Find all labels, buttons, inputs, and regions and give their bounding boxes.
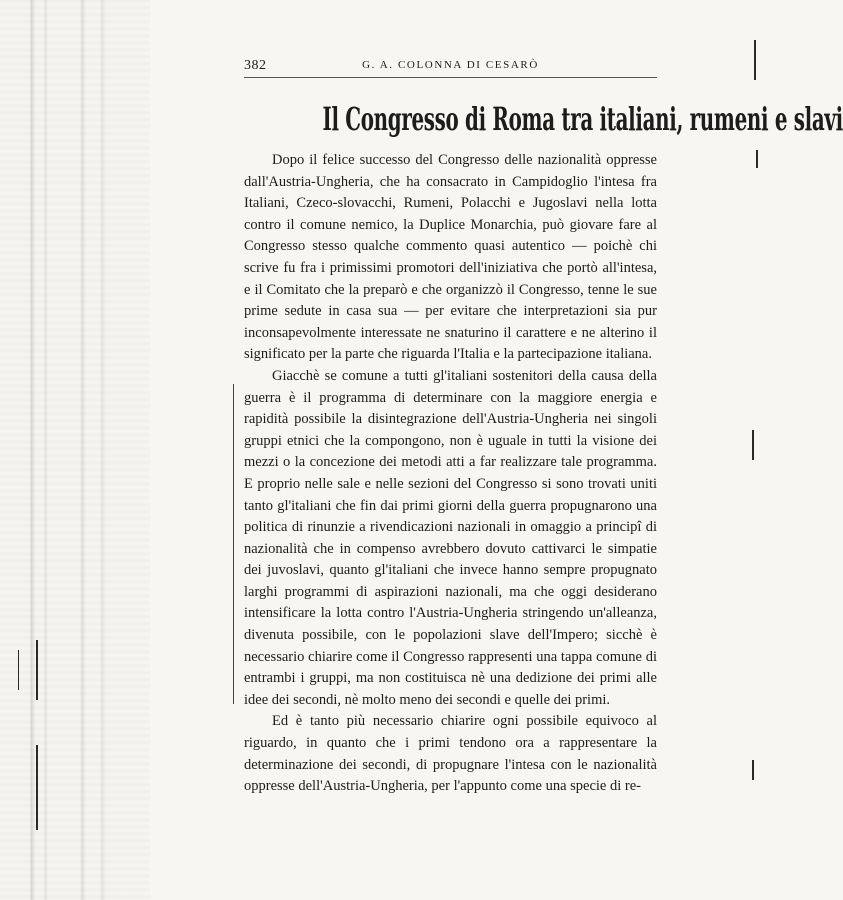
paragraph: Giacchè se comune a tutti gl'italiani sostenitori della causa della guerra è il programma di determinare con la maggiore energia e rapidità possibile la disintegrazione dell'Austria-Ungheria nei singoli gruppi etnici che la compongono, non è uguale in tutti la visione dei mezzi o la concezione dei metodi atti a far realizzare tale programma. E proprio nelle sale e nelle sezioni del Congresso si sono trovati uniti tanto gl'italiani che fin dai primi giorni della guerra propugnarono una politica di rinunzie a rivendicazioni nazionali in omaggio a principî di nazionalità che in compenso avrebbero dovuto cattivarci le simpatie dei juvoslavi, quanto gl'italiani che invece hanno sempre propugnato larghi programmi di aspirazioni nazionali, ma che oggi desiderano intensificare la lotta contro l'Austria-Ungheria stringendo un'alleanza, divenuta possibile, con le popolazioni slave dell'Impero; sicchè è necessario chiarire come il Congresso rappresenti una tappa comune di entrambi i gruppi, ma non costituisca nè una dedizione dei primi alle idee dei secondi, nè molto meno dei secondi e quelle dei primi.	[244, 367, 657, 708]
page-header	[244, 58, 657, 74]
paragraph: Ed è tanto più necessario chiarire ogni possibile equivoco al riguardo, in quanto che i primi tendono ora a rappresentare la determinazione dei secondi, di propugnare l'intesa con le nazionalità oppresse dell'Austria-Ungheria, per l'appunto come una specie di re-	[244, 713, 657, 795]
article-title: Il Congresso di Roma tra italiani, rumeni e slavi	[322, 100, 843, 138]
scan-edge-mark	[18, 650, 19, 690]
header-rule	[244, 77, 657, 78]
paragraph: Dopo il felice successo del Congresso delle nazionalità oppresse dall'Austria-Ungheria, che ha consacrato in Campidoglio l'intesa fra Italiani, Czeco-slovacchi, Rumeni, Polacchi e Jugoslavi nella lotta contro il comune nemico, la Duplice Monarchia, può giovare fare al Congresso stesso qualche commento quasi autentico — poichè chi scrive fu fra i primissimi promotori dell'iniziativa che portò all'intesa, e il Comitato che la preparò e che organizzò il Congresso, tenne le sue prime sedute in casa sua — per evitare che interpretazioni sia pur inconsapevolmente interessate ne snaturino il carattere e ne alterino il significato per la parte che riguarda l'Italia e la partecipazione italiana.	[244, 152, 657, 363]
margin-pencil-mark	[233, 384, 234, 704]
scan-edge-mark	[756, 150, 758, 168]
scan-edge-mark	[754, 40, 756, 80]
scan-edge-mark	[36, 745, 38, 830]
running-head: G. A. COLONNA DI CESARÒ	[362, 59, 539, 71]
article-body	[244, 150, 657, 798]
scan-edge-mark	[752, 430, 754, 460]
page-number: 382	[244, 58, 267, 73]
scan-edge-mark	[36, 640, 38, 700]
scan-edge-mark	[752, 760, 754, 780]
scan-bleed-left-margin	[0, 0, 150, 900]
